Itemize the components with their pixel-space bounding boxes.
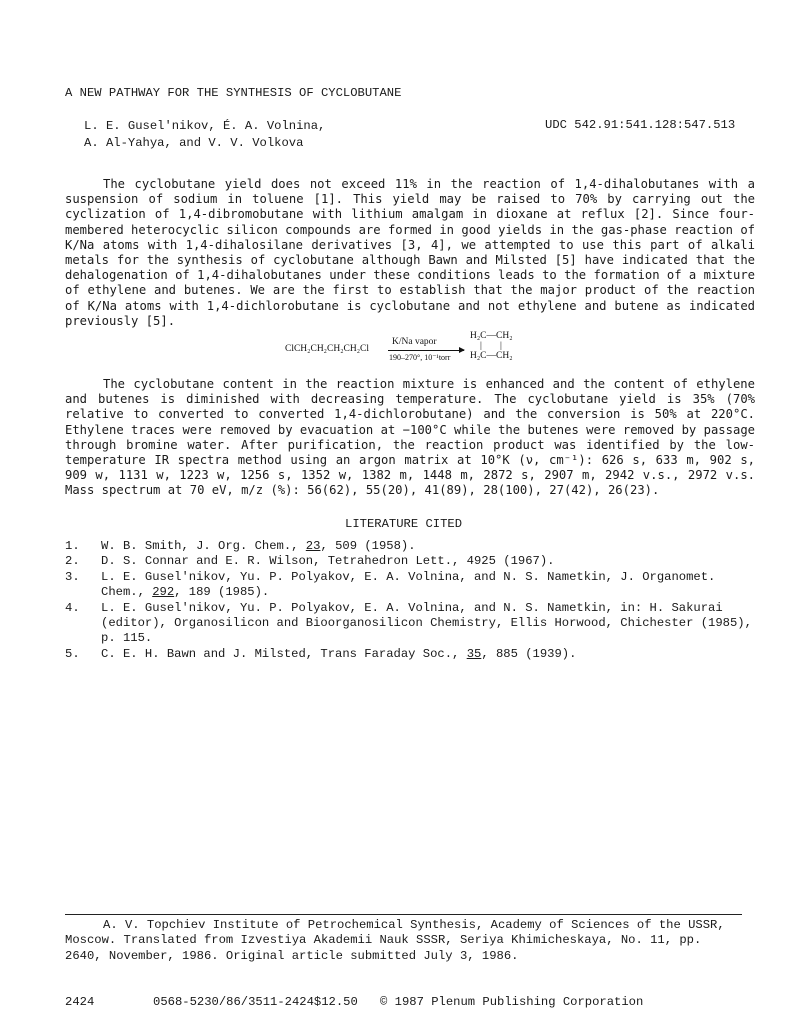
udc-code: UDC 542.91:541.128:547.513 (545, 118, 736, 132)
reference-number: 2. (65, 554, 80, 569)
paragraph-1-text: The cyclobutane yield does not exceed 11% in the reaction of 1,4-dihalobutanes with a suspension of sodium in toluene [1]. This yield may be raised to 70% by carrying out the cyclization of 1,4-dibromobutane with lithium amalgam in dioxane at reflux [2]. Since four-membered heterocyclic silicon compounds are formed in good yields in the gas-phase reaction of K/Na atoms with 1,4-dihalosilane derivatives [3, 4], we attempted to use this part of alkali metals for the synthesis of cyclobutane although Bawn and Milsted [5] have indicated that the dehalogenation of 1,4-dihalobutanes under these conditions leads to the formation of a mixture of ethylene and butenes. We are the first to establish that the major product of the reaction of K/Na atoms with 1,4-dichlorobutane is cyclobutane and not ethylene and butene as indicated previously [5]. (65, 177, 755, 328)
footnote (65, 918, 745, 964)
reagent: K/Na vapor (392, 337, 437, 347)
paragraph-2 (65, 377, 755, 499)
reference-text: L. E. Gusel'nikov, Yu. P. Polyakov, E. A. Volnina, and N. S. Nametkin, in: H. Sakurai (editor), Organosilicon and Bioorganosilicon Chemistry, Ellis Horwood, Chichester (1985), p. 115. (101, 600, 752, 646)
reference-text-end: , 189 (1985). (174, 585, 270, 600)
authors-line-2: A. Al-Yahya, and V. V. Volkova (84, 136, 304, 150)
reference-number: 1. (65, 539, 80, 553)
copyright: © 1987 Plenum Publishing Corporation (380, 995, 644, 1009)
cyclobutane-structure (467, 331, 527, 365)
paragraph-2-text: The cyclobutane content in the reaction mixture is enhanced and the content of ethylene and butenes is diminished with decreasing temperature. The cyclobutane yield is 35% (70% relative to converted to converted 1,4-dichlorobutane) and the conversion is 50% at 220°C. Ethylene traces were removed by evacuation at −100°C while the butenes were removed by passage through bromine water. After purification, the reaction product was identified by the low-temperature IR spectra method using an argon matrix at 10°K (ν, cm⁻¹): 626 s, 633 m, 902 s, 909 w, 1131 w, 1223 w, 1256 s, 1352 w, 1382 m, 1448 m, 2872 s, 2907 m, 2942 v.s., 2972 v.s. Mass spectrum at 70 eV, m/z (%): 56(62), 55(20), 41(89), 28(100), 27(42), 26(23). (65, 377, 755, 498)
reference-item (65, 601, 765, 647)
reference-list (65, 539, 765, 662)
conditions: 190–270°, 10⁻¹torr (389, 353, 451, 362)
paragraph-1 (65, 177, 755, 329)
authors-line-1: L. E. Gusel'nikov, É. A. Volnina, (84, 119, 326, 133)
product-bottom: H₂C—CH₂ (470, 351, 513, 361)
literature-heading: LITERATURE CITED (345, 517, 463, 531)
reference-volume: 35 (466, 646, 482, 661)
reference-volume: 23 (305, 539, 321, 553)
reference-number: 3. (65, 569, 80, 584)
authors (84, 118, 325, 152)
reaction-equation (285, 333, 545, 365)
reference-item (65, 647, 765, 662)
reference-item (65, 570, 765, 601)
bond-right: | (500, 341, 502, 351)
reference-text-end: , 885 (1939). (481, 646, 577, 661)
reference-text: W. B. Smith, J. Org. Chem., (101, 539, 306, 553)
reaction-arrow (388, 350, 464, 351)
issn-price: 0568-5230/86/3511-2424$12.50 (153, 995, 358, 1009)
reference-text: L. E. Gusel'nikov, Yu. P. Polyakov, E. A. Volnina, and N. S. Nametkin, J. Organomet. Chem., (101, 569, 716, 600)
reference-text: D. S. Connar and E. R. Wilson, Tetrahedron Lett., 4925 (1967). (101, 554, 555, 569)
footnote-divider (65, 914, 742, 915)
page-number: 2424 (65, 995, 95, 1009)
reference-number: 5. (65, 646, 80, 661)
reference-item (65, 554, 765, 569)
product-top: H₂C—CH₂ (470, 331, 513, 341)
reference-volume: 292 (152, 585, 175, 600)
article-title: A NEW PATHWAY FOR THE SYNTHESIS OF CYCLOBUTANE (65, 86, 402, 100)
footnote-text: A. V. Topchiev Institute of Petrochemical Synthesis, Academy of Sciences of the USSR, Moscow. Translated from Izvestiya Akademii Nauk SSSR, Seriya Khimicheskaya, No. 11, pp. 2640, November, 1986. Original article submitted July 3, 1986. (65, 918, 725, 963)
reactant: ClCH₂CH₂CH₂CH₂Cl (285, 344, 369, 354)
reference-text-end: , 509 (1958). (320, 539, 416, 553)
reference-item (65, 539, 765, 554)
reference-text: C. E. H. Bawn and J. Milsted, Trans Faraday Soc., (101, 646, 467, 661)
reference-number: 4. (65, 600, 80, 615)
bond-left: | (480, 341, 482, 351)
